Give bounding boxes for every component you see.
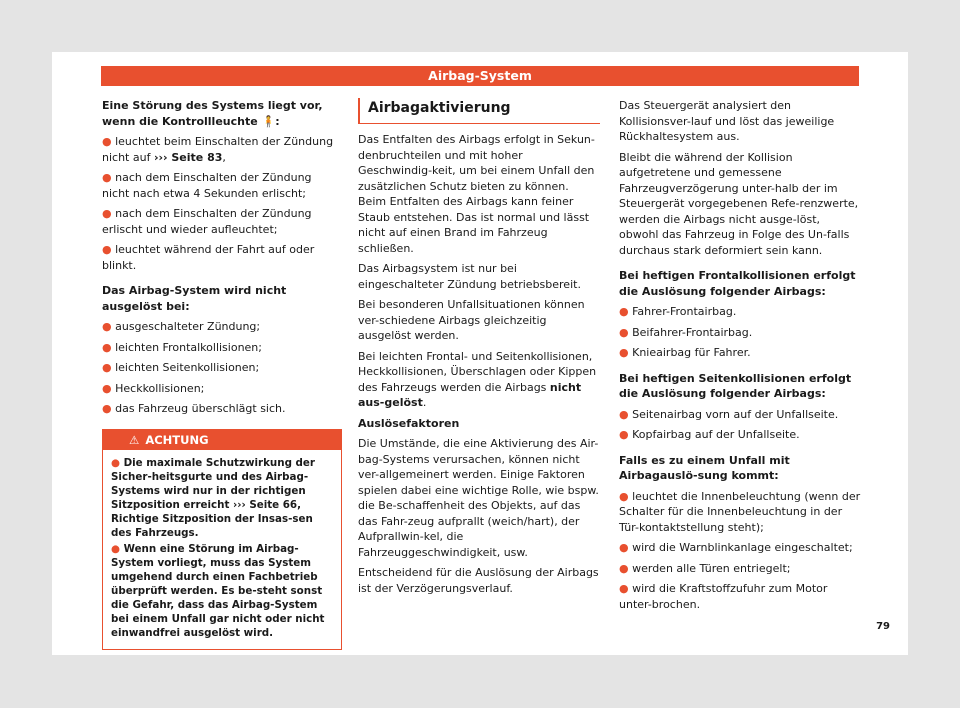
not-triggered-heading: Das Airbag-System wird nicht ausgelöst bei: [102, 284, 287, 313]
frontal-list [619, 304, 861, 361]
warning-body [103, 450, 341, 649]
list-item: ● leuchtet beim Einschalten der Zündung nicht auf ››› Seite 83, [102, 135, 334, 164]
list-item: ● wird die Kraftstoffzufuhr zum Motor unter-brochen. [619, 582, 828, 611]
list-item: ● Beifahrer-Frontairbag. [619, 325, 753, 339]
list-item: ● leichten Frontalkollisionen; [102, 340, 262, 354]
list-item: ● ausgeschalteter Zündung; [102, 320, 261, 333]
warning-triangle-icon: ⚠ [129, 432, 140, 447]
list-item: ● nach dem Einschalten der Zündung erlischt und wieder aufleuchtet; [102, 207, 312, 236]
paragraph: Bei leichten Frontal- und Seitenkollisionen, Heckkollisionen, Überschlagen oder Kippen des Fahrzeugs werden die Airbags nicht aus-gelöst. [358, 349, 597, 409]
not-triggered-list [102, 319, 342, 417]
paragraph: Die Umstände, die eine Aktivierung des Air-bag-Systems verursachen, können nicht ver-allgemeinert werden. Einige Faktoren spielen dabei eine wichtige Rolle, wie bspw. die Be-schaffenheit des Objekts, auf das das Fahr-zeug aufprallt (weich/hart), der Aufprallwin-kel, die Fahrzeuggeschwindigkeit, usw. [358, 437, 599, 559]
accident-list [619, 489, 861, 613]
list-item: ● wird die Warnblinkanlage eingeschaltet; [619, 541, 853, 554]
paragraph: Das Airbagsystem ist nur bei eingeschalteter Zündung betriebsbereit. [358, 262, 581, 291]
list-item: ● leuchtet während der Fahrt auf oder blinkt. [102, 243, 315, 272]
paragraph: Das Steuergerät analysiert den Kollisionsver-lauf und löst das jeweilige Rückhaltesystem aus. [619, 99, 835, 143]
accident-heading: Falls es zu einem Unfall mit Airbagauslö-sung kommt: [619, 453, 790, 482]
list-item: ● leuchtet die Innenbeleuchtung (wenn der Schalter für die Innenbeleuchtung in der Tür-kontaktstellung steht); [619, 489, 861, 534]
list-item: ● Fahrer-Frontairbag. [619, 305, 737, 318]
list-item: ● das Fahrzeug überschlägt sich. [102, 402, 286, 415]
paragraph: Bleibt die während der Kollision aufgetretene und gemessene Fahrzeugverzögerung unter-halb der im Steuergerät vorgegebenen Refe-renzwerte, werden die Airbags nicht ausge-löst, obwohl das Fahrzeug in Folge des Un-falls durchaus stark deformiert sein kann. [619, 150, 859, 257]
list-item: ● Kopfairbag auf der Unfallseite. [619, 428, 800, 441]
list-item: ● Knieairbag für Fahrer. [619, 346, 751, 359]
airbag-warning-icon: 🧍 [261, 114, 276, 128]
fault-heading: Eine Störung des Systems liegt vor, wenn die Kontrollleuchte 🧍: [102, 99, 323, 128]
warning-item: ● Die maximale Schutzwirkung der Sicher-heitsgurte und des Airbag-Systems wird nur in der richtigen Sitzposition erreicht ››› Seite 66, Richtige Sitzposition der Insas-sen des Fahrzeugs. [111, 456, 315, 539]
warning-box [102, 429, 342, 650]
section-title: Airbagaktivierung [358, 98, 600, 124]
section-header: Airbag-System [101, 66, 859, 86]
paragraph: Bei besonderen Unfallsituationen können ver-schiedene Airbags gleichzeitig ausgelöst werden. [358, 298, 585, 342]
warning-header: ⚠ ACHTUNG [103, 430, 341, 450]
list-item: ● nach dem Einschalten der Zündung nicht nach etwa 4 Sekunden erlischt; [102, 171, 312, 200]
column-middle [358, 98, 600, 601]
list-item: ● Seitenairbag vorn auf der Unfallseite. [619, 407, 839, 421]
list-item: ● leichten Seitenkollisionen; [102, 361, 260, 374]
page-ref-link[interactable]: ››› Seite 83 [153, 150, 223, 164]
side-list [619, 407, 861, 443]
paragraph: Das Entfalten des Airbags erfolgt in Sekun-denbruchteilen und mit hoher Geschwindig-keit, um bei einem Unfall den zusätzlichen Schutz bieten zu können. Beim Entfalten des Airbags kann feiner Staub entstehen. Das ist normal und lässt nicht auf einen Brand im Fahrzeug schließen. [358, 133, 595, 255]
paragraph: Entscheidend für die Auslösung der Airbags ist der Verzögerungsverlauf. [358, 566, 599, 595]
fault-list [102, 134, 342, 273]
column-left [102, 98, 342, 650]
warning-item: ● Wenn eine Störung im Airbag-System vorliegt, muss das System umgehend durch einen Fachbetrieb überprüft werden. Es be-steht sonst die Gefahr, dass das Airbag-System bei einem Unfall gar nicht oder nicht einwandfrei ausgelöst wird. [111, 542, 325, 639]
page-number: 79 [876, 621, 890, 632]
side-heading: Bei heftigen Seitenkollisionen erfolgt die Auslösung folgender Airbags: [619, 371, 852, 400]
frontal-heading: Bei heftigen Frontalkollisionen erfolgt die Auslösung folgender Airbags: [619, 269, 856, 298]
sub-heading: Auslösefaktoren [358, 416, 460, 430]
manual-page [52, 52, 908, 655]
list-item: ● werden alle Türen entriegelt; [619, 561, 791, 575]
list-item: ● Heckkollisionen; [102, 381, 205, 395]
column-right [619, 98, 861, 617]
